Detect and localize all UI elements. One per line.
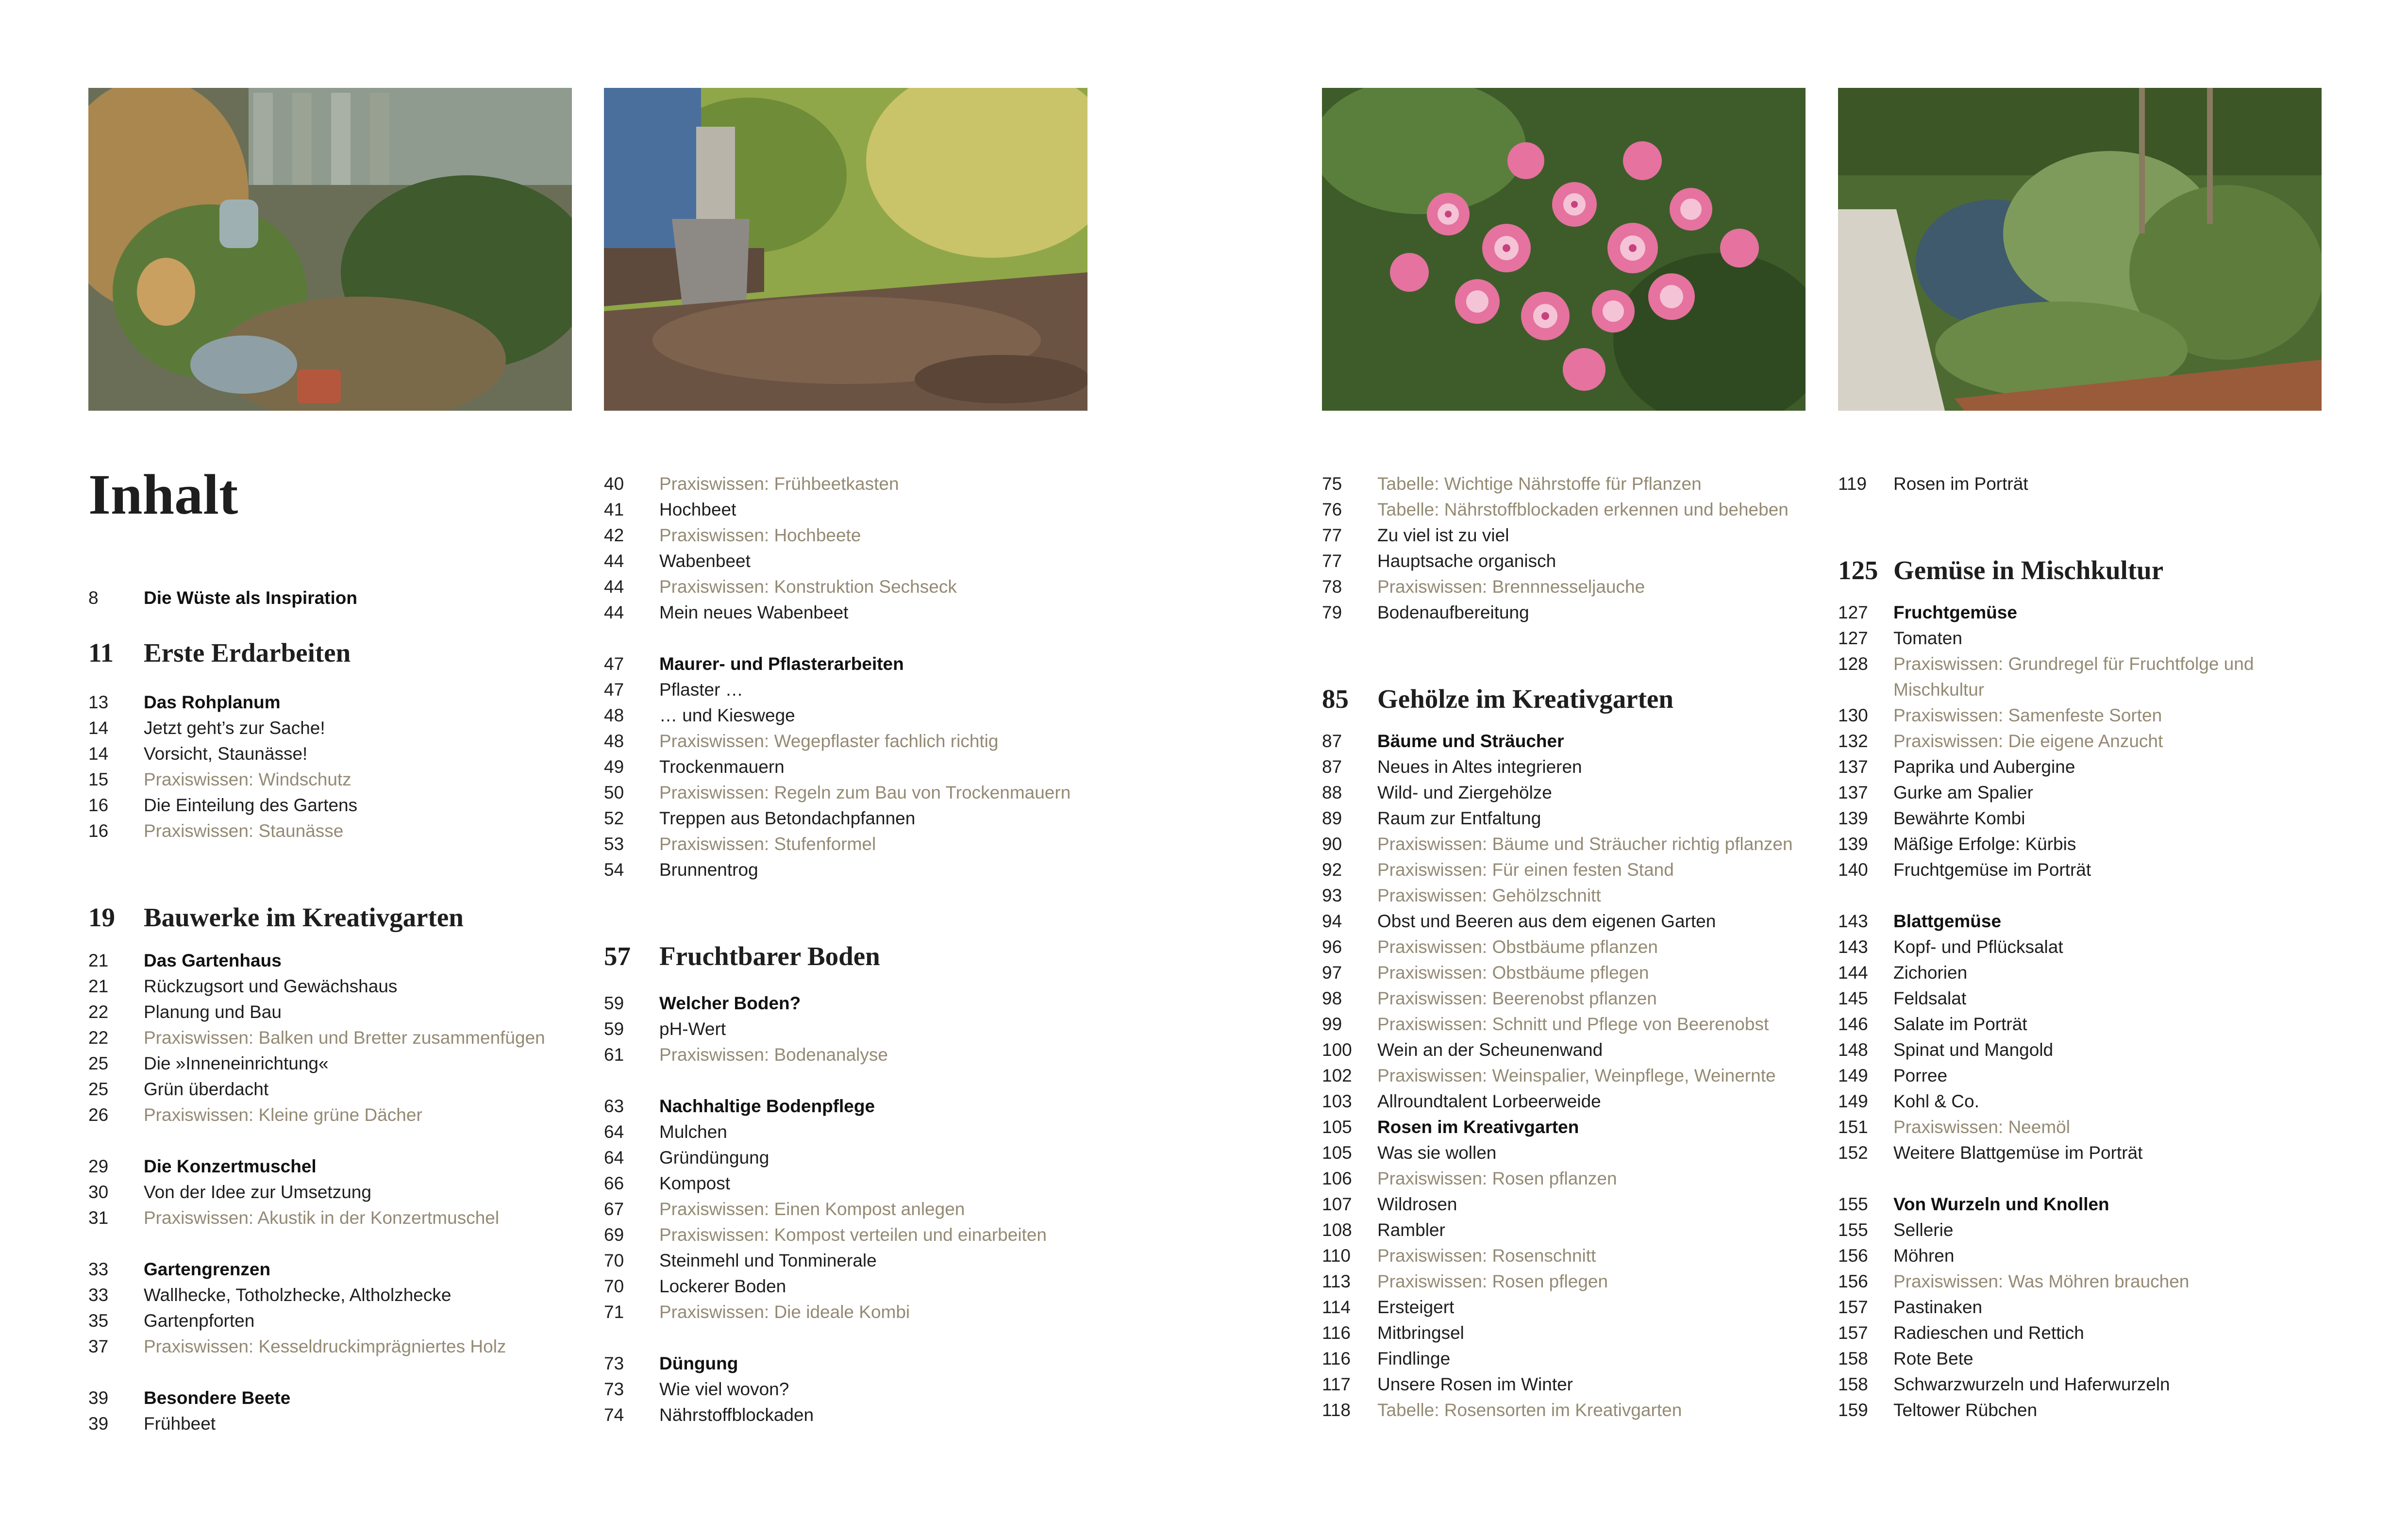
toc-entry-label: Mein neues Wabenbeet xyxy=(659,602,849,622)
page-number: 110 xyxy=(1322,1246,1351,1266)
page-number: 93 xyxy=(1322,885,1342,905)
toc-entry-label: Kopf- und Pflücksalat xyxy=(1893,937,2063,957)
page-number: 59 xyxy=(604,993,624,1013)
page-number: 156 xyxy=(1838,1246,1868,1266)
toc-entry-praxis-label: Praxiswissen: Weinspalier, Weinpflege, Weinernte xyxy=(1377,1066,1776,1085)
toc-entry-label: Sellerie xyxy=(1893,1220,1954,1240)
toc-entry-label: Fruchtgemüse xyxy=(1893,602,2017,622)
toc-entry-praxis-label: Praxiswissen: Rosen pflegen xyxy=(1377,1271,1608,1291)
page-number: 59 xyxy=(604,1019,624,1039)
page-number: 52 xyxy=(604,808,624,828)
page-number: 31 xyxy=(88,1208,109,1228)
page-number: 157 xyxy=(1838,1323,1868,1343)
toc-entry-label: Porree xyxy=(1893,1066,1948,1085)
page-number: 63 xyxy=(604,1096,624,1116)
page-number: 148 xyxy=(1838,1040,1868,1060)
toc-entry-praxis-label: Praxiswissen: Bäume und Sträucher richtig pflanzen xyxy=(1377,834,1793,854)
page-number: 49 xyxy=(604,757,624,777)
page-number: 21 xyxy=(88,951,109,970)
page-number: 29 xyxy=(88,1156,109,1176)
chapter-heading xyxy=(88,901,464,935)
page-number: 44 xyxy=(604,551,624,571)
page-number: 47 xyxy=(604,680,624,700)
toc-entry-praxis-label: Praxiswissen: Bodenanalyse xyxy=(659,1045,888,1065)
toc-entry-label: Maurer- und Pflasterarbeiten xyxy=(659,654,904,674)
toc-entry-label: Frühbeet xyxy=(144,1414,216,1434)
chapter-heading xyxy=(1322,682,1673,716)
page-number: 152 xyxy=(1838,1143,1868,1163)
page-number: 22 xyxy=(88,1028,109,1048)
toc-entry-praxis-label: Praxiswissen: Wegepflaster fachlich richtig xyxy=(659,731,999,751)
toc-entry-label: Steinmehl und Tonminerale xyxy=(659,1251,877,1270)
toc-entry-label: Rosen im Kreativgarten xyxy=(1377,1117,1579,1137)
chapter-title: Gehölze im Kreativgarten xyxy=(1377,684,1673,714)
page-number: 47 xyxy=(604,654,624,674)
toc-entry-label: Das Rohplanum xyxy=(144,692,281,712)
toc-entry-label: Rückzugsort und Gewächshaus xyxy=(144,976,398,996)
page-number: 69 xyxy=(604,1225,624,1245)
page-number: 76 xyxy=(1322,500,1342,519)
toc-entry-label: Gartenpforten xyxy=(144,1311,255,1331)
toc-entry-praxis-label: Tabelle: Nährstoffblockaden erkennen und beheben xyxy=(1377,500,1789,519)
page-number: 22 xyxy=(88,1002,109,1022)
page-number: 127 xyxy=(1838,602,1868,622)
page-number: 39 xyxy=(88,1388,109,1408)
page-number: 145 xyxy=(1838,988,1868,1008)
page-number: 54 xyxy=(604,860,624,880)
toc-entry-praxis-label: Praxiswissen: Kesseldruckimprägniertes Holz xyxy=(144,1336,506,1356)
chapter-page-number: 11 xyxy=(88,638,114,668)
page-number: 73 xyxy=(604,1379,624,1399)
toc-entry-label: Von Wurzeln und Knollen xyxy=(1893,1194,2109,1214)
page-number: 143 xyxy=(1838,937,1868,957)
page-number: 151 xyxy=(1838,1117,1868,1137)
toc-entry-label: Pflaster … xyxy=(659,680,743,700)
toc-entry-praxis-label: Praxiswissen: Gehölzschnitt xyxy=(1377,885,1601,905)
toc-entry-label: Blattgemüse xyxy=(1893,911,2002,931)
toc-entry-label: Von der Idee zur Umsetzung xyxy=(144,1182,371,1202)
page-number: 71 xyxy=(604,1302,624,1322)
toc-entry-label: Die Konzertmuschel xyxy=(144,1156,317,1176)
page-number: 127 xyxy=(1838,628,1868,648)
page-number: 67 xyxy=(604,1199,624,1219)
page-number: 64 xyxy=(604,1122,624,1142)
page-number: 128 xyxy=(1838,654,1868,674)
page-number: 140 xyxy=(1838,860,1868,880)
page-number: 42 xyxy=(604,525,624,545)
toc-entry-label: Lockerer Boden xyxy=(659,1276,786,1296)
toc-entry-label: Raum zur Entfaltung xyxy=(1377,808,1541,828)
toc-entry-praxis-label: Praxiswissen: Konstruktion Sechseck xyxy=(659,577,957,597)
toc-entry-praxis-label: Praxiswissen: Frühbeetkasten xyxy=(659,474,899,494)
page-number: 116 xyxy=(1322,1323,1351,1343)
toc-entry-label: Pastinaken xyxy=(1893,1297,1983,1317)
toc-entry-label: Welcher Boden? xyxy=(659,993,801,1013)
page-number: 137 xyxy=(1838,757,1868,777)
page-number: 73 xyxy=(604,1353,624,1373)
page-number: 44 xyxy=(604,602,624,622)
page-number: 39 xyxy=(88,1414,109,1434)
toc-entry-praxis-label: Tabelle: Rosensorten im Kreativgarten xyxy=(1377,1400,1682,1420)
page-number: 156 xyxy=(1838,1271,1868,1291)
toc-entry-label: Brunnentrog xyxy=(659,860,758,880)
toc-entry-label: Jetzt geht’s zur Sache! xyxy=(144,718,325,738)
page-number: 16 xyxy=(88,821,109,841)
toc-entry-praxis-label: Praxiswissen: Windschutz xyxy=(144,769,351,789)
toc-entry-label: Gründüngung xyxy=(659,1148,769,1168)
toc-entry-label: Teltower Rübchen xyxy=(1893,1400,2038,1420)
page-number: 158 xyxy=(1838,1374,1868,1394)
page-number: 99 xyxy=(1322,1014,1342,1034)
page-number: 139 xyxy=(1838,834,1868,854)
toc-entry-label: Salate im Porträt xyxy=(1893,1014,2027,1034)
toc-entry-label: Zichorien xyxy=(1893,963,1968,983)
toc-entry-label: Fruchtgemüse im Porträt xyxy=(1893,860,2091,880)
page-number: 21 xyxy=(88,976,109,996)
page-number: 97 xyxy=(1322,963,1342,983)
page-number: 119 xyxy=(1838,474,1867,494)
chapter-heading xyxy=(88,636,351,670)
chapter-page-number: 85 xyxy=(1322,684,1349,714)
page-number: 94 xyxy=(1322,911,1342,931)
page-number: 14 xyxy=(88,744,109,764)
page-number: 48 xyxy=(604,731,624,751)
chapter-title: Erste Erdarbeiten xyxy=(144,638,351,668)
toc-entry-label: Feldsalat xyxy=(1893,988,1967,1008)
toc-entry-label: Bodenaufbereitung xyxy=(1377,602,1529,622)
toc-entry-label: Zu viel ist zu viel xyxy=(1377,525,1509,545)
toc-entry-label: Gurke am Spalier xyxy=(1893,783,2033,802)
toc-entry-praxis-label: Praxiswissen: Staunässe xyxy=(144,821,344,841)
toc-entry-praxis-label: Praxiswissen: Für einen festen Stand xyxy=(1377,860,1674,880)
toc-entry-praxis-label: Praxiswissen: Samenfeste Sorten xyxy=(1893,705,2162,725)
page-number: 149 xyxy=(1838,1091,1868,1111)
toc-entry-praxis-label: Praxiswissen: Akustik in der Konzertmuschel xyxy=(144,1208,500,1228)
page-number: 105 xyxy=(1322,1143,1352,1163)
page-number: 26 xyxy=(88,1105,109,1125)
toc-entry-label: Möhren xyxy=(1893,1246,1955,1266)
chapter-title: Gemüse in Mischkultur xyxy=(1893,555,2164,585)
page-number: 33 xyxy=(88,1259,109,1279)
toc-entry-praxis-label: Praxiswissen: Grundregel für Fruchtfolge und Mischkultur xyxy=(1893,654,2254,700)
toc-entry-praxis-label: Praxiswissen: Rosen pflanzen xyxy=(1377,1168,1617,1188)
page-number: 144 xyxy=(1838,963,1868,983)
toc-entry-praxis-label: Praxiswissen: Brennnesseljauche xyxy=(1377,577,1645,597)
page-number: 35 xyxy=(88,1311,109,1331)
page-number: 100 xyxy=(1322,1040,1352,1060)
toc-entry-label: Wabenbeet xyxy=(659,551,751,571)
toc-entry-praxis-label: Praxiswissen: Neemöl xyxy=(1893,1117,2070,1137)
toc-entry-label: Trockenmauern xyxy=(659,757,785,777)
toc-entry-praxis-label: Praxiswissen: Stufenformel xyxy=(659,834,876,854)
chapter-page-number: 19 xyxy=(88,902,115,932)
page-number: 107 xyxy=(1322,1194,1352,1214)
page-number: 50 xyxy=(604,783,624,802)
page-number: 64 xyxy=(604,1148,624,1168)
page-number: 157 xyxy=(1838,1297,1868,1317)
toc-entry-label: … und Kieswege xyxy=(659,705,795,725)
toc-entry-label: Obst und Beeren aus dem eigenen Garten xyxy=(1377,911,1716,931)
chapter-heading xyxy=(604,939,880,973)
toc-entry-label: Das Gartenhaus xyxy=(144,951,282,970)
toc-entry-label: Nährstoffblockaden xyxy=(659,1405,814,1425)
toc-entry-label: Paprika und Aubergine xyxy=(1893,757,2075,777)
photo-pink-roses xyxy=(1322,88,1806,411)
page-number: 98 xyxy=(1322,988,1342,1008)
page-number: 15 xyxy=(88,769,109,789)
page-number: 113 xyxy=(1322,1271,1351,1291)
chapter-title: Bauwerke im Kreativgarten xyxy=(144,902,464,932)
toc-entry-praxis-label: Praxiswissen: Balken und Bretter zusammenfügen xyxy=(144,1028,545,1048)
toc-entry-praxis-label: Praxiswissen: Beerenobst pflanzen xyxy=(1377,988,1657,1008)
toc-entry-label: Kompost xyxy=(659,1173,731,1193)
toc-entry-praxis-label: Praxiswissen: Die eigene Anzucht xyxy=(1893,731,2163,751)
toc-entry-label: Wallhecke, Totholzhecke, Altholzhecke xyxy=(144,1285,452,1305)
page-number: 70 xyxy=(604,1251,624,1270)
page-number: 132 xyxy=(1838,731,1868,751)
toc-entry-label: Wein an der Scheunenwand xyxy=(1377,1040,1603,1060)
toc-entry-label: Wie viel wovon? xyxy=(659,1379,789,1399)
toc-entry-label: Rote Bete xyxy=(1893,1349,1973,1369)
toc-entry-label: Tomaten xyxy=(1893,628,1962,648)
page-number: 61 xyxy=(604,1045,624,1065)
toc-entry-praxis-label: Praxiswissen: Obstbäume pflanzen xyxy=(1377,937,1658,957)
toc-entry-praxis-label: Praxiswissen: Hochbeete xyxy=(659,525,861,545)
page-number: 155 xyxy=(1838,1194,1868,1214)
chapter-title: Fruchtbarer Boden xyxy=(659,941,880,971)
page-number: 155 xyxy=(1838,1220,1868,1240)
toc-entry-label: Allroundtalent Lorbeerweide xyxy=(1377,1091,1601,1111)
toc-entry-label: Kohl & Co. xyxy=(1893,1091,1979,1111)
toc-entry-praxis-label: Praxiswissen: Obstbäume pflegen xyxy=(1377,963,1649,983)
toc-entry-praxis-label: Praxiswissen: Kleine grüne Dächer xyxy=(144,1105,422,1125)
toc-entry-label: Unsere Rosen im Winter xyxy=(1377,1374,1573,1394)
toc-entry-praxis-label: Praxiswissen: Rosenschnitt xyxy=(1377,1246,1596,1266)
page-number: 33 xyxy=(88,1285,109,1305)
page-number: 106 xyxy=(1322,1168,1352,1188)
toc-entry-label: Schwarzwurzeln und Haferwurzeln xyxy=(1893,1374,2170,1394)
page-number: 25 xyxy=(88,1053,109,1073)
toc-entry-label: Was sie wollen xyxy=(1377,1143,1497,1163)
toc-entry-label: Weitere Blattgemüse im Porträt xyxy=(1893,1143,2143,1163)
page-number: 103 xyxy=(1322,1091,1352,1111)
page-number: 66 xyxy=(604,1173,624,1193)
page-number: 77 xyxy=(1322,525,1342,545)
page-number: 105 xyxy=(1322,1117,1352,1137)
chapter-heading xyxy=(1838,553,2163,587)
page-number: 139 xyxy=(1838,808,1868,828)
photo-garden-corner xyxy=(88,88,572,411)
page-number: 108 xyxy=(1322,1220,1352,1240)
toc-entry-label: Rambler xyxy=(1377,1220,1445,1240)
toc-entry-label: Die Wüste als Inspiration xyxy=(144,588,357,608)
page-number: 48 xyxy=(604,705,624,725)
page-number: 87 xyxy=(1322,731,1342,751)
toc-entry-label: Treppen aus Betondachpfannen xyxy=(659,808,916,828)
page-number: 53 xyxy=(604,834,624,854)
page-number: 74 xyxy=(604,1405,624,1425)
toc-entry-label: Hochbeet xyxy=(659,500,736,519)
photo-vegetable-bed xyxy=(1838,88,2322,411)
page-number: 149 xyxy=(1838,1066,1868,1085)
toc-entry-praxis-label: Praxiswissen: Regeln zum Bau von Trockenmauern xyxy=(659,783,1071,802)
page-number: 89 xyxy=(1322,808,1342,828)
toc-entry-label: Besondere Beete xyxy=(144,1388,291,1408)
page-number: 146 xyxy=(1838,1014,1868,1034)
page-number: 25 xyxy=(88,1079,109,1099)
page-number: 16 xyxy=(88,795,109,815)
toc-entry-label: Rosen im Porträt xyxy=(1893,474,2028,494)
toc-entry-label: Die Einteilung des Gartens xyxy=(144,795,358,815)
page-number: 116 xyxy=(1322,1349,1351,1369)
toc-entry-label: Die »Inneneinrichtung« xyxy=(144,1053,329,1073)
page-number: 130 xyxy=(1838,705,1868,725)
toc-entry-praxis-label: Praxiswissen: Was Möhren brauchen xyxy=(1893,1271,2190,1291)
page-number: 114 xyxy=(1322,1297,1351,1317)
page-number: 13 xyxy=(88,692,109,712)
toc-entry-praxis-label: Tabelle: Wichtige Nährstoffe für Pflanzen xyxy=(1377,474,1702,494)
toc-entry-label: Düngung xyxy=(659,1353,738,1373)
page-number: 159 xyxy=(1838,1400,1868,1420)
toc-entry-label: Findlinge xyxy=(1377,1349,1451,1369)
page-number: 30 xyxy=(88,1182,109,1202)
toc-entry-label: Vorsicht, Staunässe! xyxy=(144,744,308,764)
toc-entry-praxis-label: Praxiswissen: Kompost verteilen und einarbeiten xyxy=(659,1225,1047,1245)
page-number: 70 xyxy=(604,1276,624,1296)
toc-entry-label: Nachhaltige Bodenpflege xyxy=(659,1096,875,1116)
page-number: 143 xyxy=(1838,911,1868,931)
toc-entry-label: Bewährte Kombi xyxy=(1893,808,2025,828)
toc-entry-praxis-label: Praxiswissen: Einen Kompost anlegen xyxy=(659,1199,965,1219)
toc-entry-label: Spinat und Mangold xyxy=(1893,1040,2054,1060)
chapter-page-number: 125 xyxy=(1838,555,1878,585)
photo-spade-digging xyxy=(604,88,1087,411)
toc-entry-label: Neues in Altes integrieren xyxy=(1377,757,1582,777)
page-number: 41 xyxy=(604,500,624,519)
page-number: 75 xyxy=(1322,474,1342,494)
page-number: 88 xyxy=(1322,783,1342,802)
toc-entry-label: Mulchen xyxy=(659,1122,727,1142)
toc-entry-label: Hauptsache organisch xyxy=(1377,551,1556,571)
chapter-page-number: 57 xyxy=(604,941,631,971)
page-number: 96 xyxy=(1322,937,1342,957)
page-number: 118 xyxy=(1322,1400,1351,1420)
page-number: 137 xyxy=(1838,783,1868,802)
page-number: 90 xyxy=(1322,834,1342,854)
toc-entry-praxis-label: Praxiswissen: Schnitt und Pflege von Beerenobst xyxy=(1377,1014,1769,1034)
toc-entry-label: Ersteigert xyxy=(1377,1297,1455,1317)
toc-entry-label: Grün überdacht xyxy=(144,1079,269,1099)
page-number: 40 xyxy=(604,474,624,494)
page-number: 102 xyxy=(1322,1066,1352,1085)
toc-entry-label: Mäßige Erfolge: Kürbis xyxy=(1893,834,2076,854)
page-number: 78 xyxy=(1322,577,1342,597)
toc-entry-praxis-label: Praxiswissen: Die ideale Kombi xyxy=(659,1302,910,1322)
page-number: 8 xyxy=(88,588,99,608)
toc-entry-label: Radieschen und Rettich xyxy=(1893,1323,2084,1343)
page-number: 87 xyxy=(1322,757,1342,777)
page-number: 79 xyxy=(1322,602,1342,622)
toc-entry-label: Gartengrenzen xyxy=(144,1259,271,1279)
toc-entry-label: Wild- und Ziergehölze xyxy=(1377,783,1552,802)
page-number: 14 xyxy=(88,718,109,738)
page-number: 117 xyxy=(1322,1374,1351,1394)
page-number: 44 xyxy=(604,577,624,597)
toc-entry-label: Wildrosen xyxy=(1377,1194,1457,1214)
page-number: 77 xyxy=(1322,551,1342,571)
page-number: 158 xyxy=(1838,1349,1868,1369)
page-title: Inhalt xyxy=(88,463,238,526)
toc-entry-label: pH-Wert xyxy=(659,1019,726,1039)
toc-entry-label: Planung und Bau xyxy=(144,1002,282,1022)
page-number: 92 xyxy=(1322,860,1342,880)
toc-entry-label: Mitbringsel xyxy=(1377,1323,1464,1343)
page-number: 37 xyxy=(88,1336,109,1356)
toc-entry-label: Bäume und Sträucher xyxy=(1377,731,1564,751)
